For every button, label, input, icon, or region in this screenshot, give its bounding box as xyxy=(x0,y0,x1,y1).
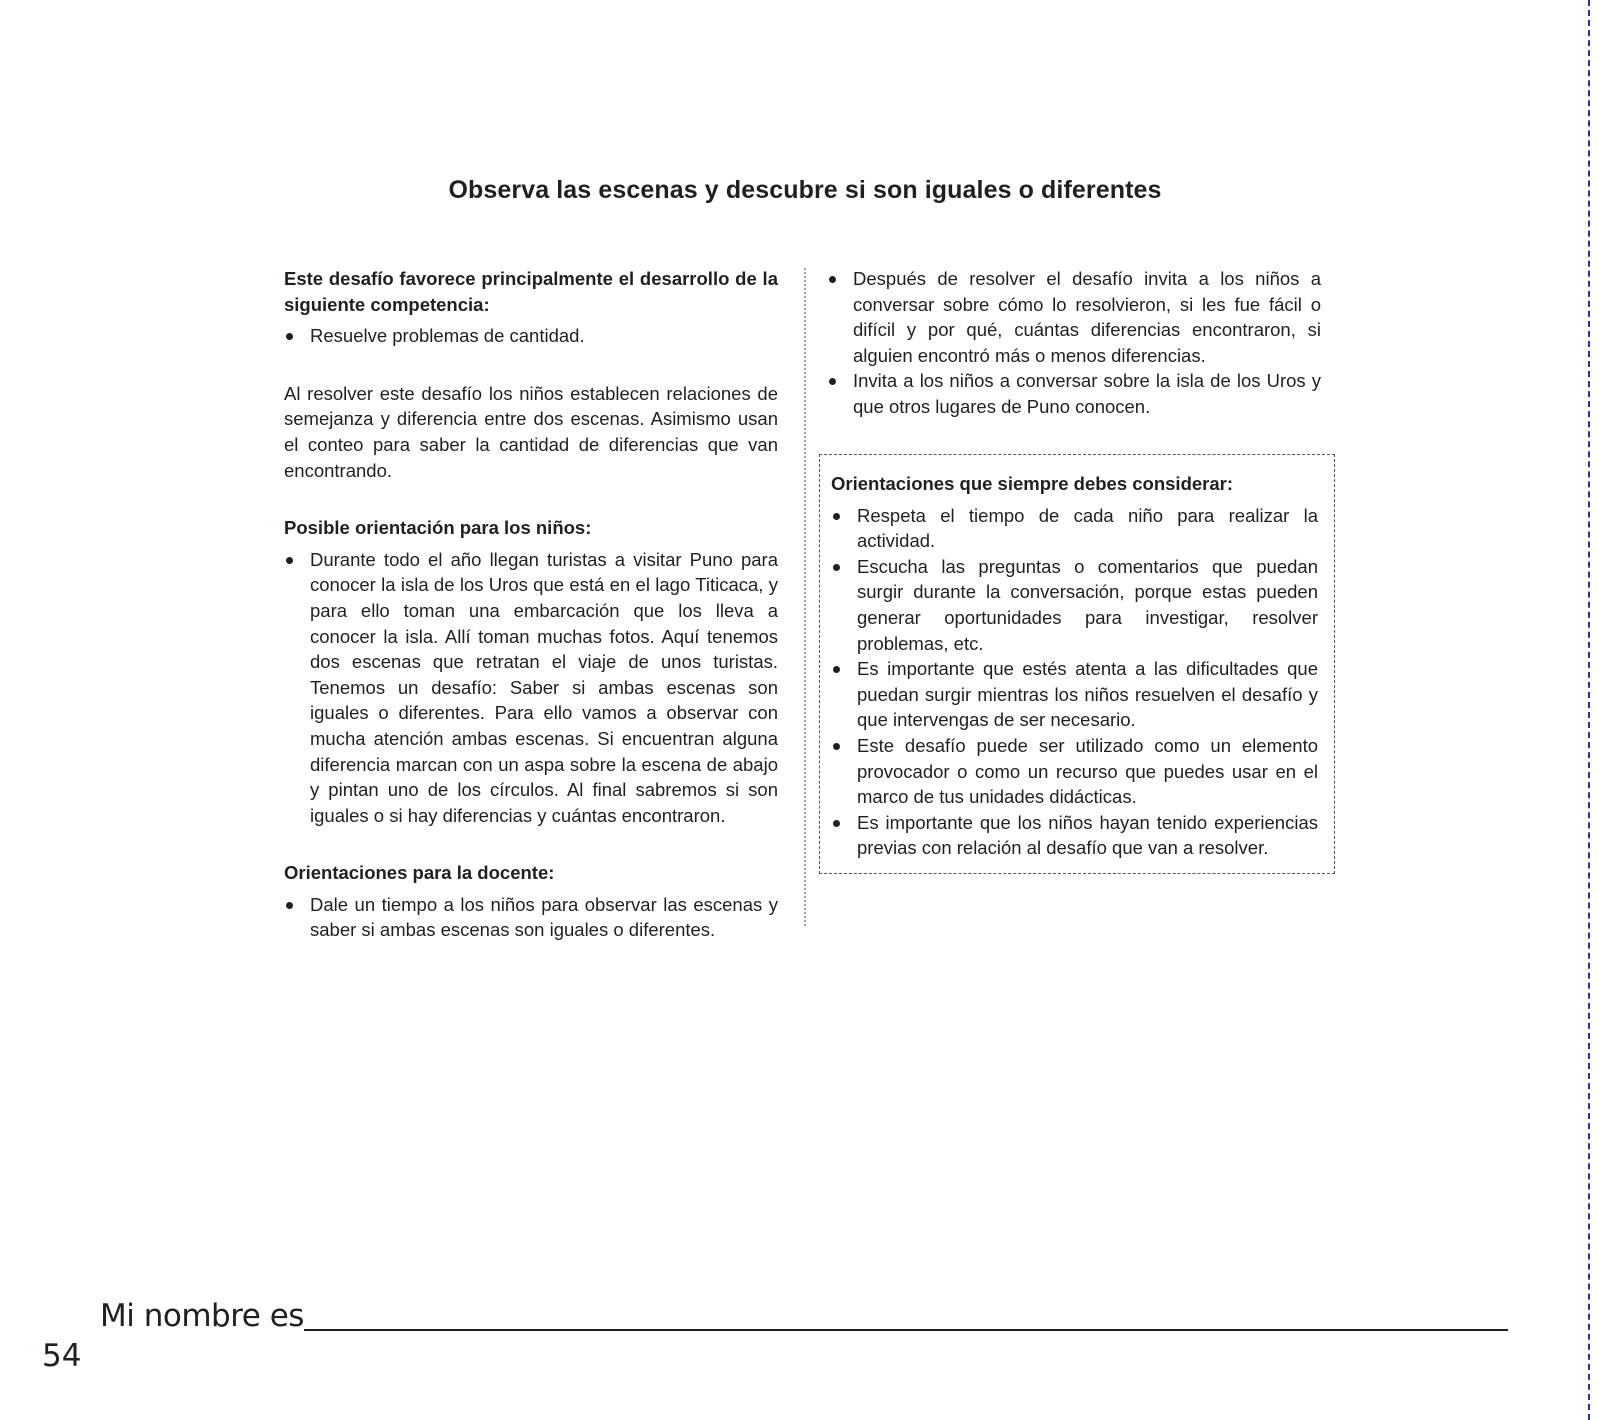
consideration-item: Es importante que estés atenta a las dificultades que puedan surgir mientras los niños resuelven el desafío y que intervengas de ser necesario. xyxy=(831,656,1318,733)
considerations-box xyxy=(819,454,1335,874)
considerations-heading: Orientaciones que siempre debes considerar: xyxy=(831,473,1234,494)
consideration-item: Escucha las preguntas o comentarios que puedan surgir durante la conversación, porque estas pueden generar oportunidades para investigar, resolver problemas, etc. xyxy=(831,554,1318,656)
children-guidance-list xyxy=(284,547,778,829)
column-divider xyxy=(804,268,806,926)
teacher-guidance-item: Dale un tiempo a los niños para observar las escenas y saber si ambas escenas son iguales o diferentes. xyxy=(284,892,778,943)
conversation-list xyxy=(827,266,1321,420)
competency-heading: Este desafío favorece principalmente el desarrollo de la siguiente competencia: xyxy=(284,268,778,315)
competency-item: Resuelve problemas de cantidad. xyxy=(284,323,778,349)
considerations-list xyxy=(831,503,1318,861)
right-column xyxy=(827,266,1321,420)
consideration-item: Respeta el tiempo de cada niño para realizar la actividad. xyxy=(831,503,1318,554)
competency-list xyxy=(284,323,778,349)
page-title: Observa las escenas y descubre si son iguales o diferentes xyxy=(448,176,1162,204)
consideration-item: Es importante que los niños hayan tenido experiencias previas con relación al desafío que van a resolver. xyxy=(831,810,1318,861)
children-guidance-item: Durante todo el año llegan turistas a visitar Puno para conocer la isla de los Uros que está en el lago Titicaca, y para ello toman una embarcación que los lleva a conocer la isla. Allí toman muchas fotos. Aquí tenemos dos escenas que retratan el viaje de unos turistas. Tenemos un desafío: Saber si ambas escenas son iguales o diferentes. Para ello vamos a observar con mucha atención ambas escenas. Si encuentran alguna diferencia marcan con un aspa sobre la escena de abajo y pintan uno de los círculos. Al final sabremos si son iguales o si hay diferencias y cuántas encontraron. xyxy=(284,547,778,829)
teacher-guidance-list xyxy=(284,892,778,943)
teacher-guidance-heading: Orientaciones para la docente: xyxy=(284,862,555,884)
consideration-item: Este desafío puede ser utilizado como un elemento provocador o como un recurso que puedes usar en el marco de tus unidades didácticas. xyxy=(831,733,1318,810)
conversation-item: Después de resolver el desafío invita a los niños a conversar sobre cómo lo resolvieron, si les fue fácil o difícil y por qué, cuántas diferencias encontraron, si alguien encontró más o menos diferencias. xyxy=(827,266,1321,368)
intro-paragraph: Al resolver este desafío los niños establecen relaciones de semejanza y diferencia entre dos escenas. Asimismo usan el conteo para saber la cantidad de diferencias que van encontrando. xyxy=(284,382,778,481)
conversation-item: Invita a los niños a conversar sobre la isla de los Uros y que otros lugares de Puno conocen. xyxy=(827,368,1321,419)
left-column xyxy=(284,266,778,943)
page-number: 54 xyxy=(42,1338,82,1374)
children-guidance-heading: Posible orientación para los niños: xyxy=(284,517,592,539)
name-label: Mi nombre es xyxy=(100,1298,304,1334)
cut-line xyxy=(1588,0,1590,1420)
name-line[interactable] xyxy=(304,1329,1508,1331)
